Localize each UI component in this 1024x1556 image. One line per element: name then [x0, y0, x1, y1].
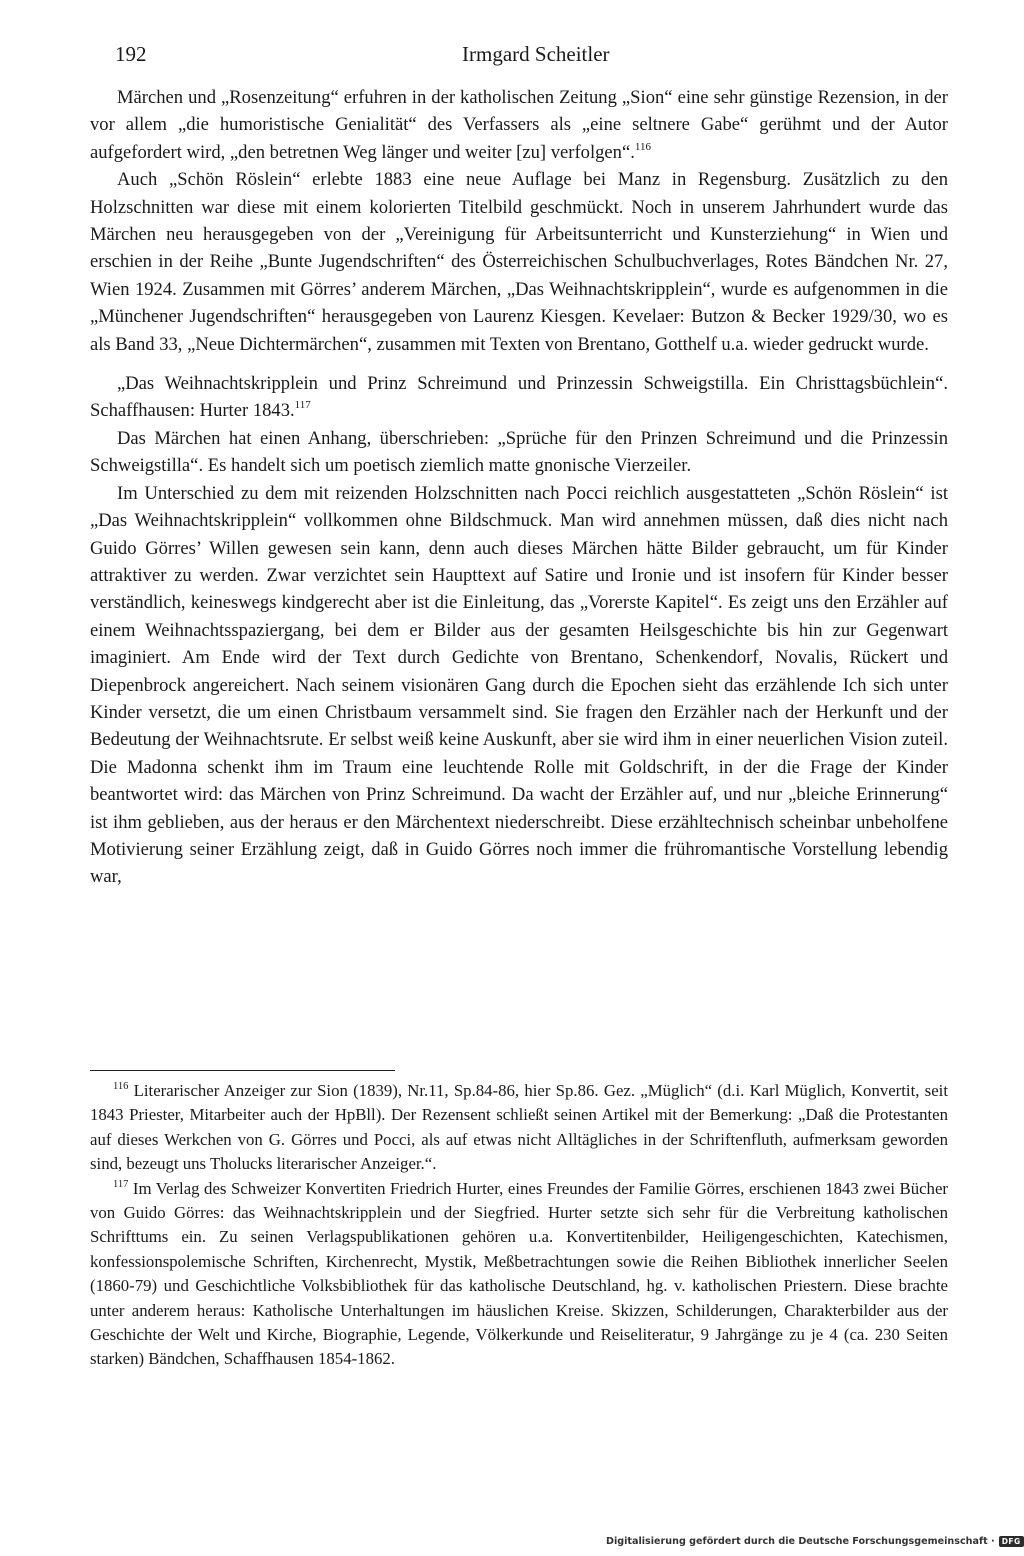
footnote-divider — [90, 1070, 395, 1071]
paragraph-2: Auch „Schön Röslein“ erlebte 1883 eine neue Auflage bei Manz in Regensburg. Zusätzlich zu den Holzschnitten war diese mit einem kolorierten Titelbild geschmückt. Noch in unserem Jahrhundert wurde das Märchen neu herausgegeben von der „Vereinigung für Arbeitsunterricht und Kunsterziehung“ in Wien und erschien in der Reihe „Bunte Jugendschriften“ des Österreichischen Schulbuchverlages, Rotes Bändchen Nr. 27, Wien 1924. Zusammen mit Görres’ anderem Märchen, „Das Weihnachtskripplein“, wurde es aufgenommen in die „Münchener Jugendschriften“ herausgegeben von Laurenz Kiesgen. Kevelaer: Butzon & Becker 1929/30, wo es als Band 33, „Neue Dichtermärchen“, zusammen mit Texten von Brentano, Gotthelf u.a. wieder gedruckt wurde. — [90, 169, 948, 355]
footnote-116 — [90, 1079, 948, 1177]
paragraph-4: Das Märchen hat einen Anhang, überschrieben: „Sprüche für den Prinzen Schreimund und die Prinzessin Schweigstilla“. Es handelt sich um poetisch ziemlich matte gnonische Vierzeiler. — [90, 427, 948, 477]
footnote-text: Im Verlag des Schweizer Konvertiten Friedrich Hurter, eines Freundes der Familie Görres, erschienen 1843 zwei Bücher von Guido Görres: das Weihnachtskripplein und der Siegfried. Hurter setzte sich sehr für die Verbreitung katholischen Schrifttums ein. Zu seinen Verlagspublikationen gehören u.a. Konvertitenbilder, Heiligengeschichten, Katechismen, konfessionspolemische Schriften, Kirchenrecht, Mystik, Meßbetrachtungen sowie die Reihen Bibliothek innerlicher Seelen (1860-79) und Geschichtliche Volksbibliothek für das katholische Deutschland, hg. v. katholischen Priestern. Diese brachte unter anderem heraus: Katholische Unterhaltungen im häuslichen Kreise. Skizzen, Schilderungen, Charakterbilder aus der Geschichte der Welt und Kirche, Biographie, Legende, Völkerkunde und Reiseliteratur, 9 Jahrgänge zu je 4 (ca. 230 Seiten starken) Bändchen, Schaffhausen 1854-1862. — [90, 1178, 948, 1369]
paragraph-3: „Das Weihnachtskripplein und Prinz Schreimund und Prinzessin Schweigstilla. Ein Christtagsbüchlein“. Schaffhausen: Hurter 1843.$^{117}$ — [90, 373, 948, 422]
running-head-author: Irmgard Scheitler — [462, 42, 610, 66]
credit-text: Digitalisierung gefördert durch die Deutsche Forschungsgemeinschaft · — [606, 1536, 995, 1547]
main-text — [90, 84, 948, 891]
footnote-ref-117[interactable]: 117 — [294, 399, 311, 412]
dfg-logo-icon: DFG — [999, 1536, 1024, 1547]
footnote-number: 116 — [113, 1081, 129, 1092]
page-number: 192 — [115, 42, 147, 66]
footnotes — [90, 1079, 948, 1372]
running-header — [115, 42, 945, 72]
footnote-ref-116[interactable]: 116 — [634, 140, 651, 153]
digitization-credit — [606, 1536, 1021, 1547]
footnote-number: 117 — [113, 1178, 129, 1190]
footnote-117 — [90, 1177, 948, 1372]
footnote-text: Literarischer Anzeiger zur Sion (1839), Nr.11, Sp.84-86, hier Sp.86. Gez. „Müglich“ (d.i. Karl Müglich, Konvertit, seit 1843 Priester, Mitarbeiter auch der HpBll). Der Rezensent schließt seinen Artikel mit der Bemerkung: „Daß die Protestanten auf dieses Werkchen von G. Görres und Pocci, als auf etwas nicht Alltägliches in der Schriftenfluth, aufmerksam geworden sind, bezeugt uns Tholucks literarischer Anzeiger.“. — [90, 1081, 948, 1174]
paragraph-5: Im Unterschied zu dem mit reizenden Holzschnitten nach Pocci reichlich ausgestatteten „Schön Röslein“ ist „Das Weihnachtskripplein“ vollkommen ohne Bildschmuck. Man wird annehmen müssen, daß dies nicht nach Guido Görres’ Willen gewesen sein kann, denn auch dieses Märchen hätte Bilder gebraucht, um für Kinder attraktiver zu werden. Zwar verzichtet sein Haupttext auf Satire und Ironie und ist insofern für Kinder besser verständlich, keineswegs kindgerecht aber ist die Einleitung, das „Vorerste Kapitel“. Es zeigt uns den Erzähler auf einem Weihnachtsspaziergang, bei dem er Bilder aus der gesamten Heilsgeschichte bis hin zur Gegenwart imaginiert. Am Ende wird der Text durch Gedichte von Brentano, Schenkendorf, Novalis, Rückert und Diepenbrock angereichert. Nach seinem visionären Gang durch die Epochen sieht das erzählende Ich sich unter Kinder versetzt, die um einen Christbaum versammelt sind. Sie fragen den Erzähler nach der Herkunft und der Bedeutung der Weihnachtsrute. Er selbst weiß keine Auskunft, aber sie wird ihm in einer neuerlichen Vision zuteil. Die Madonna schenkt ihm im Traum eine leuchtende Rolle mit Goldschrift, in der die Frage der Kinder beantwortet wird: das Märchen von Prinz Schreimund. Da wacht der Erzähler auf, und nur „bleiche Erinnerung“ ist ihm geblieben, aus der heraus er den Märchentext niederschreibt. Diese erzähltechnisch scheinbar unbeholfene Motivierung seiner Erzählung zeigt, daß in Guido Görres noch immer die frühromantische Vorstellung lebendig war, — [90, 482, 948, 888]
paragraph-1: Märchen und „Rosenzeitung“ erfuhren in der katholischen Zeitung „Sion“ eine sehr günstige Rezension, in der vor allem „die humoristische Genialität“ des Verfassers als „eine seltnere Gabe“ gerühmt und der Autor aufgefordert wird, „den betretnen Weg länger und weiter [zu] verfolgen“.$^{116}$ — [90, 87, 948, 163]
